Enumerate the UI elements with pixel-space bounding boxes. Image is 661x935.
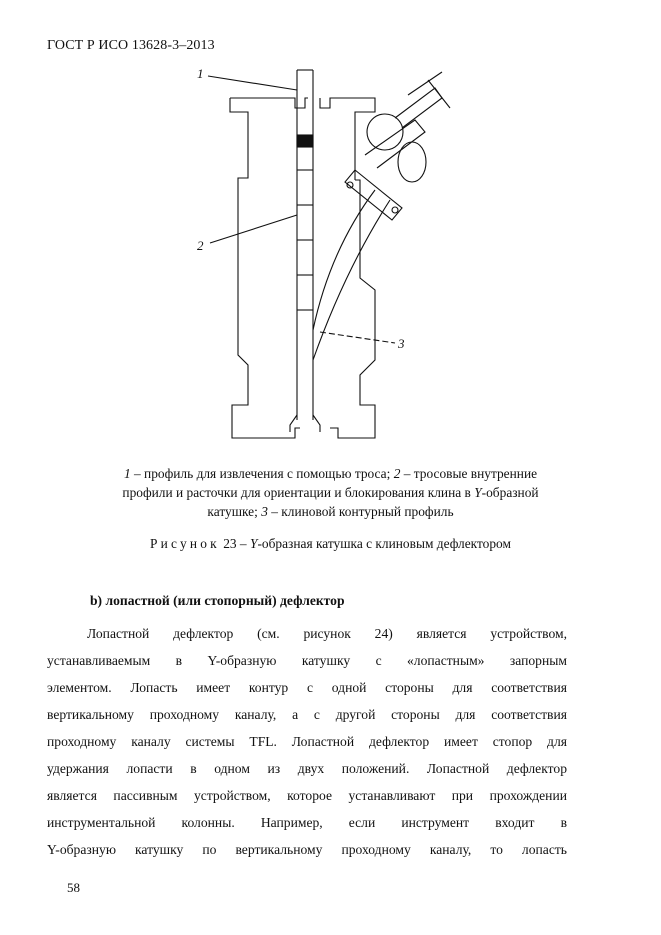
section-heading: b) лопастной (или стопорный) дефлектор [90,593,345,608]
document-header: ГОСТ Р ИСО 13628-3–2013 [47,38,215,53]
paragraph-line: удержания лопасти в одном из двух положений. Лопастной дефлектор [47,761,567,776]
paragraph-line: Лопастной дефлектор (см. рисунок 24) является устройством, [87,626,567,641]
figure-label-2: 2 [197,238,204,253]
paragraph-line: устанавливаемым в Y-образную катушку с «лопастным» запорным [47,653,567,668]
figure-label-1: 1 [197,66,204,81]
figure-title: Рисунок 23 – Y-образная катушка с клиновым дефлектором [150,536,511,551]
paragraph-line: проходному каналу системы TFL. Лопастной дефлектор имеет стопор для [47,734,567,749]
paragraph-line: вертикальному проходному каналу, а с другой стороны для соответствия [47,707,567,722]
y-spool-figure [180,60,480,450]
page-number: 58 [67,880,80,895]
paragraph-line: является пассивным устройством, которое устанавливают при прохождении [47,788,567,803]
figure-label-3: 3 [398,336,405,351]
paragraph-line: инструментальной колонны. Например, если инструмент входит в [47,815,567,830]
figure-caption: 1 – профиль для извлечения с помощью троса; 2 – тросовые внутренние профили и расточки для ориентации и блокирования клина в Y-образной катушке; 3 – клиновой контурный профиль [122,466,539,519]
paragraph-line: элементом. Лопасть имеет контур с одной стороны для соответствия [47,680,567,695]
paragraph-line: Y-образную катушку по вертикальному проходному каналу, то лопасть [47,842,567,857]
paragraph [47,620,567,863]
